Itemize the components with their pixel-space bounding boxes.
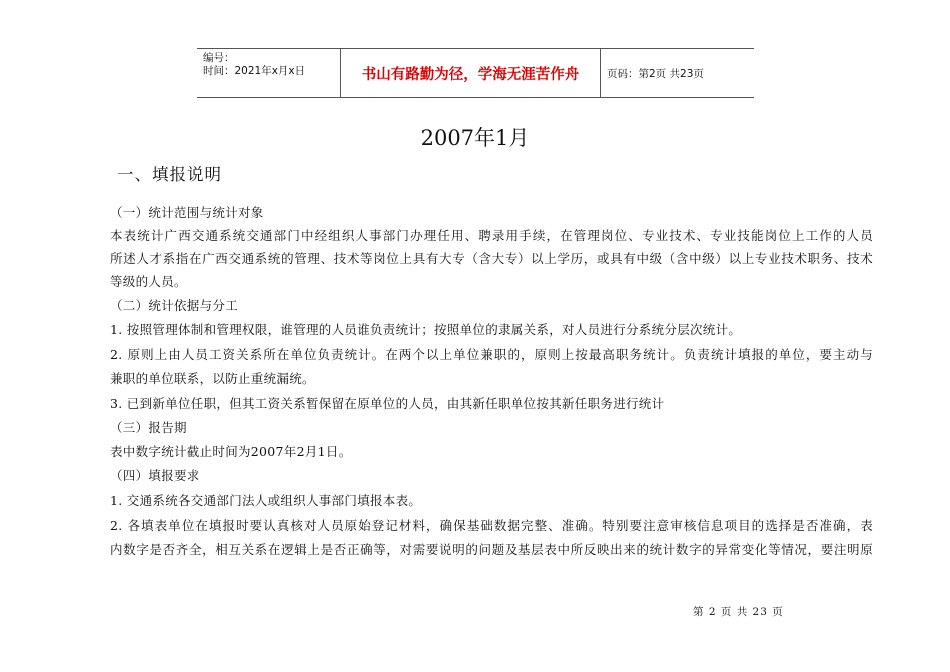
subsection-title-1: （一）统计范围与统计对象 <box>110 205 264 220</box>
document-header <box>197 48 754 98</box>
paragraph-line: 2. 原则上由人员工资关系所在单位负责统计。在两个以上单位兼职的，原则上按最高职务统计。负责统计填报的单位，要主动与 <box>110 347 873 362</box>
paragraph-line: 1. 交通系统各交通部门法人或组织人事部门填报本表。 <box>110 493 422 508</box>
time-label: 时间：2021年x月x日 <box>203 65 306 77</box>
paragraph-line: 内数字是否齐全，相互关系在逻辑上是否正确等，对需要说明的问题及基层表中所反映出来的统计数字的异常变化等情况，要注明原 <box>110 542 873 557</box>
paragraph-line: 3. 已到新单位任职，但其工资关系暂保留在原单位的人员，由其新任职单位按其新任职务进行统计 <box>110 396 665 411</box>
paragraph-line: 等级的人员。 <box>110 274 187 289</box>
document-title: 2007年1月 <box>420 126 530 150</box>
section-heading: 一、填报说明 <box>117 165 222 184</box>
paragraph-line: 所述人才系指在广西交通系统的管理、技术等岗位上具有大专（含大专）以上学历，或具有中级（含中级）以上专业技术职务、技术 <box>110 251 873 266</box>
page-footer: 第 2 页 共 23 页 <box>693 606 784 618</box>
header-page-label: 页码：第2页 共23页 <box>607 67 704 80</box>
subsection-title-2: （二）统计依据与分工 <box>110 298 239 313</box>
subsection-title-4: （四）填报要求 <box>110 468 200 483</box>
header-slogan: 书山有路勤为径，学海无涯苦作舟 <box>341 49 601 97</box>
paragraph-line: 1. 按照管理体制和管理权限，谁管理的人员谁负责统计；按照单位的隶属关系，对人员进行分系统分层次统计。 <box>110 322 742 337</box>
paragraph-line: 2. 各填表单位在填报时要认真核对人员原始登记材料，确保基础数据完整、准确。特别要注意审核信息项目的选择是否准确，表 <box>110 518 873 533</box>
number-label: 编号： <box>203 52 235 64</box>
header-meta-cell <box>197 49 341 97</box>
subsection-title-3: （三）报告期 <box>110 420 187 435</box>
paragraph-line: 表中数字统计截止时间为2007年2月1日。 <box>110 444 352 459</box>
paragraph-line: 本表统计广西交通系统交通部门中经组织人事部门办理任用、聘录用手续，在管理岗位、专业技术、专业技能岗位上工作的人员 <box>110 228 873 243</box>
paragraph-line: 兼职的单位联系，以防止重统漏统。 <box>110 371 315 386</box>
